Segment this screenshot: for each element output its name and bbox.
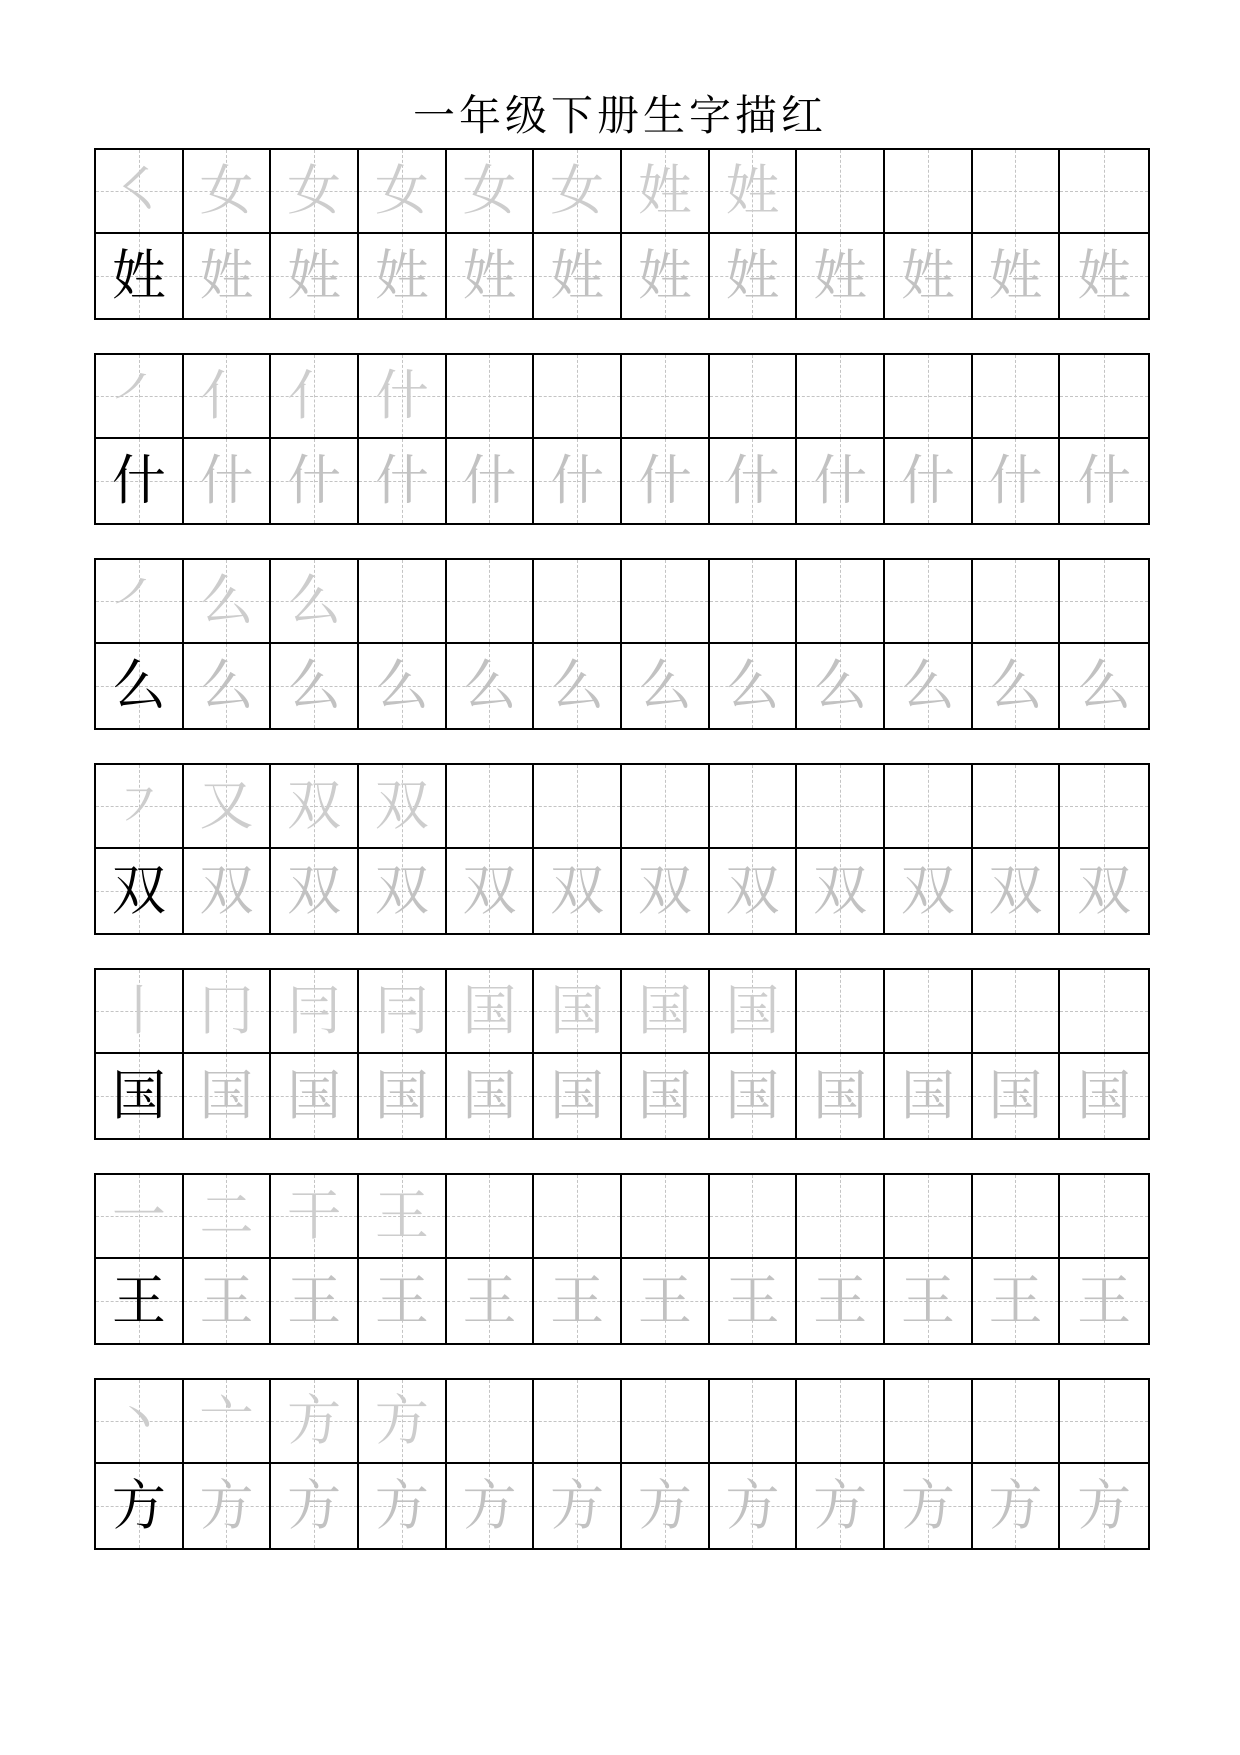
trace-char: 国 xyxy=(900,1064,955,1127)
practice-block xyxy=(94,353,1150,525)
stroke-order-cell xyxy=(96,1380,184,1464)
trace-cell xyxy=(359,234,447,318)
stroke-order-cell xyxy=(184,560,272,644)
stroke-order-cell xyxy=(534,970,622,1054)
stroke-step-glyph: 王 xyxy=(374,1184,429,1247)
stroke-order-cell xyxy=(885,765,973,849)
trace-cell xyxy=(973,1464,1061,1548)
trace-char: 姓 xyxy=(462,244,517,307)
trace-char: 王 xyxy=(550,1269,605,1332)
stroke-order-cell xyxy=(885,560,973,644)
trace-cell xyxy=(797,1464,885,1548)
stroke-order-cell xyxy=(534,560,622,644)
model-char-cell xyxy=(96,644,184,728)
stroke-order-cell xyxy=(271,355,359,439)
stroke-order-cell xyxy=(710,150,798,234)
stroke-order-cell xyxy=(447,560,535,644)
stroke-order-cell xyxy=(1060,1175,1148,1259)
model-char-cell xyxy=(96,1054,184,1138)
trace-char: 什 xyxy=(900,449,955,512)
practice-block xyxy=(94,558,1150,730)
stroke-step-glyph: 丶 xyxy=(111,1389,166,1452)
trace-cell xyxy=(710,439,798,523)
stroke-step-glyph: 二 xyxy=(199,1184,254,1247)
trace-cell xyxy=(271,849,359,933)
stroke-order-cell xyxy=(797,1380,885,1464)
trace-cell xyxy=(622,439,710,523)
trace-char: 姓 xyxy=(988,244,1043,307)
trace-char: 么 xyxy=(1077,654,1132,717)
trace-cell xyxy=(797,439,885,523)
stroke-order-cell xyxy=(885,1175,973,1259)
stroke-step-glyph: 国 xyxy=(550,979,605,1042)
stroke-order-cell xyxy=(622,1175,710,1259)
trace-cell xyxy=(1060,439,1148,523)
stroke-order-cell xyxy=(885,150,973,234)
stroke-order-cell xyxy=(622,560,710,644)
trace-char: 国 xyxy=(1077,1064,1132,1127)
trace-char: 国 xyxy=(374,1064,429,1127)
stroke-order-cell xyxy=(359,1175,447,1259)
trace-char: 什 xyxy=(637,449,692,512)
stroke-step-glyph: 女 xyxy=(199,159,254,222)
trace-cell xyxy=(534,1464,622,1548)
trace-cell xyxy=(447,439,535,523)
trace-cell xyxy=(534,644,622,728)
trace-cell xyxy=(534,1259,622,1343)
stroke-order-cell xyxy=(797,355,885,439)
trace-char: 么 xyxy=(813,654,868,717)
trace-char: 姓 xyxy=(900,244,955,307)
model-char-cell xyxy=(96,439,184,523)
stroke-order-cell xyxy=(797,1175,885,1259)
stroke-step-glyph: 么 xyxy=(287,569,342,632)
trace-cell xyxy=(359,849,447,933)
trace-cell xyxy=(271,1054,359,1138)
stroke-order-cell xyxy=(1060,1380,1148,1464)
model-char: 什 xyxy=(111,449,166,512)
stroke-step-glyph: 方 xyxy=(374,1389,429,1452)
trace-cell xyxy=(622,1054,710,1138)
trace-char: 王 xyxy=(725,1269,780,1332)
trace-cell xyxy=(885,644,973,728)
stroke-order-cell xyxy=(534,1380,622,1464)
trace-char: 姓 xyxy=(813,244,868,307)
stroke-order-cell xyxy=(622,1380,710,1464)
trace-char: 双 xyxy=(199,859,254,922)
trace-cell xyxy=(710,1464,798,1548)
trace-cell xyxy=(184,1464,272,1548)
stroke-order-cell xyxy=(447,970,535,1054)
trace-cell xyxy=(797,1054,885,1138)
trace-char: 什 xyxy=(374,449,429,512)
trace-char: 双 xyxy=(1077,859,1132,922)
stroke-order-cell xyxy=(96,150,184,234)
trace-char: 姓 xyxy=(637,244,692,307)
trace-char: 姓 xyxy=(1077,244,1132,307)
trace-char: 姓 xyxy=(725,244,780,307)
trace-char: 双 xyxy=(374,859,429,922)
trace-cell xyxy=(973,644,1061,728)
model-char: 姓 xyxy=(111,244,166,307)
trace-cell xyxy=(271,1259,359,1343)
stroke-order-cell xyxy=(447,1380,535,1464)
model-char: 王 xyxy=(111,1269,166,1332)
trace-cell xyxy=(1060,644,1148,728)
trace-char: 国 xyxy=(550,1064,605,1127)
trace-cell xyxy=(447,234,535,318)
stroke-order-cell xyxy=(359,355,447,439)
practice-block xyxy=(94,763,1150,935)
trace-cell xyxy=(622,234,710,318)
stroke-step-glyph: 亻 xyxy=(287,364,342,427)
trace-cell xyxy=(447,849,535,933)
trace-char: 国 xyxy=(637,1064,692,1127)
trace-cell xyxy=(1060,1259,1148,1343)
stroke-order-cell xyxy=(96,1175,184,1259)
model-char: 么 xyxy=(111,654,166,717)
practice-block xyxy=(94,148,1150,320)
trace-char: 方 xyxy=(550,1474,605,1537)
stroke-step-glyph: 一 xyxy=(111,1184,166,1247)
stroke-step-glyph: ㇛ xyxy=(111,159,166,222)
stroke-step-glyph: 国 xyxy=(725,979,780,1042)
trace-cell xyxy=(184,849,272,933)
trace-char: 王 xyxy=(900,1269,955,1332)
trace-cell xyxy=(973,439,1061,523)
trace-char: 姓 xyxy=(550,244,605,307)
stroke-order-cell xyxy=(359,560,447,644)
stroke-order-cell xyxy=(1060,355,1148,439)
stroke-order-cell xyxy=(271,560,359,644)
trace-char: 方 xyxy=(813,1474,868,1537)
stroke-order-cell xyxy=(184,150,272,234)
trace-cell xyxy=(885,1054,973,1138)
stroke-order-cell xyxy=(534,1175,622,1259)
stroke-step-glyph: ㇒ xyxy=(111,364,166,427)
stroke-step-glyph: 方 xyxy=(287,1389,342,1452)
trace-char: 方 xyxy=(462,1474,517,1537)
trace-char: 方 xyxy=(637,1474,692,1537)
stroke-step-glyph: 姓 xyxy=(725,159,780,222)
trace-char: 王 xyxy=(988,1269,1043,1332)
stroke-step-glyph: 国 xyxy=(637,979,692,1042)
trace-char: 国 xyxy=(287,1064,342,1127)
trace-cell xyxy=(710,849,798,933)
trace-char: 么 xyxy=(287,654,342,717)
trace-cell xyxy=(271,644,359,728)
trace-cell xyxy=(973,1259,1061,1343)
trace-char: 方 xyxy=(900,1474,955,1537)
trace-cell xyxy=(447,1259,535,1343)
stroke-order-cell xyxy=(96,355,184,439)
stroke-order-cell xyxy=(797,765,885,849)
page-title: 一年级下册生字描红 xyxy=(412,91,827,140)
trace-char: 国 xyxy=(199,1064,254,1127)
stroke-step-glyph: 什 xyxy=(374,364,429,427)
trace-char: 双 xyxy=(988,859,1043,922)
trace-cell xyxy=(359,644,447,728)
trace-char: 王 xyxy=(637,1269,692,1332)
trace-char: 王 xyxy=(462,1269,517,1332)
trace-cell xyxy=(973,1054,1061,1138)
stroke-order-cell xyxy=(534,765,622,849)
model-char: 方 xyxy=(111,1474,166,1537)
trace-cell xyxy=(359,439,447,523)
stroke-order-cell xyxy=(359,150,447,234)
stroke-order-cell xyxy=(973,1175,1061,1259)
trace-cell xyxy=(534,234,622,318)
trace-cell xyxy=(797,849,885,933)
trace-char: 国 xyxy=(813,1064,868,1127)
trace-char: 什 xyxy=(988,449,1043,512)
trace-cell xyxy=(447,644,535,728)
stroke-step-glyph: 丨 xyxy=(111,979,166,1042)
trace-char: 什 xyxy=(1077,449,1132,512)
stroke-order-cell xyxy=(447,150,535,234)
stroke-order-cell xyxy=(96,765,184,849)
trace-char: 姓 xyxy=(199,244,254,307)
trace-char: 方 xyxy=(199,1474,254,1537)
stroke-order-cell xyxy=(534,150,622,234)
stroke-step-glyph: 女 xyxy=(374,159,429,222)
stroke-order-cell xyxy=(184,970,272,1054)
model-char-cell xyxy=(96,849,184,933)
trace-char: 么 xyxy=(637,654,692,717)
stroke-step-glyph: 女 xyxy=(550,159,605,222)
trace-char: 什 xyxy=(199,449,254,512)
stroke-step-glyph: 国 xyxy=(462,979,517,1042)
stroke-step-glyph: 干 xyxy=(287,1184,342,1247)
stroke-step-glyph: 姓 xyxy=(637,159,692,222)
stroke-order-cell xyxy=(447,1175,535,1259)
trace-cell xyxy=(184,644,272,728)
trace-cell xyxy=(534,1054,622,1138)
trace-char: 王 xyxy=(1077,1269,1132,1332)
trace-cell xyxy=(271,234,359,318)
stroke-order-cell xyxy=(710,765,798,849)
stroke-step-glyph: 亠 xyxy=(199,1389,254,1452)
stroke-order-cell xyxy=(96,970,184,1054)
trace-cell xyxy=(359,1464,447,1548)
trace-cell xyxy=(534,849,622,933)
trace-cell xyxy=(622,849,710,933)
stroke-order-cell xyxy=(622,765,710,849)
trace-cell xyxy=(184,1259,272,1343)
model-char: 国 xyxy=(111,1064,166,1127)
trace-char: 么 xyxy=(462,654,517,717)
stroke-order-cell xyxy=(1060,150,1148,234)
trace-cell xyxy=(184,1054,272,1138)
stroke-order-cell xyxy=(271,150,359,234)
model-char-cell xyxy=(96,234,184,318)
trace-char: 王 xyxy=(287,1269,342,1332)
stroke-order-cell xyxy=(710,355,798,439)
trace-char: 双 xyxy=(813,859,868,922)
trace-cell xyxy=(184,234,272,318)
trace-char: 什 xyxy=(287,449,342,512)
trace-cell xyxy=(797,644,885,728)
stroke-order-cell xyxy=(710,970,798,1054)
stroke-order-cell xyxy=(271,1175,359,1259)
trace-char: 王 xyxy=(199,1269,254,1332)
trace-char: 国 xyxy=(462,1064,517,1127)
trace-char: 什 xyxy=(462,449,517,512)
trace-cell xyxy=(534,439,622,523)
stroke-order-cell xyxy=(271,765,359,849)
stroke-order-cell xyxy=(96,560,184,644)
stroke-order-cell xyxy=(184,355,272,439)
trace-char: 国 xyxy=(988,1064,1043,1127)
stroke-order-cell xyxy=(622,355,710,439)
trace-cell xyxy=(359,1054,447,1138)
practice-block xyxy=(94,968,1150,1140)
trace-char: 双 xyxy=(725,859,780,922)
trace-cell xyxy=(447,1464,535,1548)
stroke-order-cell xyxy=(534,355,622,439)
stroke-order-cell xyxy=(271,1380,359,1464)
stroke-step-glyph: 冃 xyxy=(287,979,342,1042)
trace-char: 么 xyxy=(900,654,955,717)
trace-char: 方 xyxy=(725,1474,780,1537)
trace-char: 么 xyxy=(988,654,1043,717)
trace-char: 姓 xyxy=(287,244,342,307)
trace-cell xyxy=(271,439,359,523)
trace-cell xyxy=(885,234,973,318)
stroke-step-glyph: ㇒ xyxy=(111,569,166,632)
trace-cell xyxy=(885,1464,973,1548)
trace-cell xyxy=(359,1259,447,1343)
stroke-order-cell xyxy=(1060,765,1148,849)
stroke-step-glyph: 又 xyxy=(199,774,254,837)
trace-char: 么 xyxy=(374,654,429,717)
trace-cell xyxy=(1060,234,1148,318)
stroke-step-glyph: ㇇ xyxy=(111,774,166,837)
trace-cell xyxy=(973,849,1061,933)
stroke-order-cell xyxy=(973,765,1061,849)
trace-cell xyxy=(1060,1054,1148,1138)
trace-cell xyxy=(622,644,710,728)
stroke-order-cell xyxy=(1060,560,1148,644)
stroke-order-cell xyxy=(973,355,1061,439)
stroke-order-cell xyxy=(797,560,885,644)
stroke-step-glyph: 冃 xyxy=(374,979,429,1042)
trace-cell xyxy=(885,439,973,523)
trace-cell xyxy=(885,849,973,933)
trace-cell xyxy=(973,234,1061,318)
stroke-order-cell xyxy=(184,765,272,849)
stroke-step-glyph: 么 xyxy=(199,569,254,632)
trace-cell xyxy=(710,1259,798,1343)
stroke-order-cell xyxy=(885,970,973,1054)
trace-char: 方 xyxy=(287,1474,342,1537)
trace-char: 姓 xyxy=(374,244,429,307)
trace-cell xyxy=(710,644,798,728)
model-char-cell xyxy=(96,1464,184,1548)
practice-block xyxy=(94,1173,1150,1345)
practice-block xyxy=(94,1378,1150,1550)
stroke-order-cell xyxy=(359,1380,447,1464)
trace-char: 么 xyxy=(550,654,605,717)
trace-cell xyxy=(710,1054,798,1138)
model-char-cell xyxy=(96,1259,184,1343)
trace-char: 双 xyxy=(462,859,517,922)
trace-cell xyxy=(622,1464,710,1548)
stroke-order-cell xyxy=(447,355,535,439)
stroke-order-cell xyxy=(359,765,447,849)
trace-char: 方 xyxy=(1077,1474,1132,1537)
stroke-order-cell xyxy=(1060,970,1148,1054)
stroke-order-cell xyxy=(973,1380,1061,1464)
trace-cell xyxy=(797,1259,885,1343)
stroke-order-cell xyxy=(885,355,973,439)
stroke-order-cell xyxy=(622,970,710,1054)
stroke-order-cell xyxy=(447,765,535,849)
stroke-order-cell xyxy=(973,560,1061,644)
trace-char: 双 xyxy=(637,859,692,922)
trace-cell xyxy=(184,439,272,523)
stroke-order-cell xyxy=(271,970,359,1054)
trace-char: 王 xyxy=(374,1269,429,1332)
trace-char: 么 xyxy=(725,654,780,717)
trace-cell xyxy=(885,1259,973,1343)
stroke-step-glyph: 女 xyxy=(287,159,342,222)
stroke-order-cell xyxy=(622,150,710,234)
stroke-step-glyph: 女 xyxy=(462,159,517,222)
trace-char: 方 xyxy=(374,1474,429,1537)
stroke-step-glyph: 亻 xyxy=(199,364,254,427)
stroke-order-cell xyxy=(885,1380,973,1464)
stroke-order-cell xyxy=(973,970,1061,1054)
trace-char: 国 xyxy=(725,1064,780,1127)
stroke-order-cell xyxy=(710,560,798,644)
trace-char: 什 xyxy=(725,449,780,512)
trace-char: 王 xyxy=(813,1269,868,1332)
trace-char: 么 xyxy=(199,654,254,717)
stroke-order-cell xyxy=(184,1380,272,1464)
stroke-order-cell xyxy=(359,970,447,1054)
stroke-order-cell xyxy=(710,1380,798,1464)
trace-cell xyxy=(1060,1464,1148,1548)
model-char: 双 xyxy=(111,859,166,922)
trace-char: 双 xyxy=(900,859,955,922)
trace-char: 双 xyxy=(550,859,605,922)
stroke-order-cell xyxy=(184,1175,272,1259)
trace-cell xyxy=(447,1054,535,1138)
stroke-step-glyph: 双 xyxy=(374,774,429,837)
stroke-step-glyph: 双 xyxy=(287,774,342,837)
trace-char: 双 xyxy=(287,859,342,922)
stroke-order-cell xyxy=(797,150,885,234)
stroke-step-glyph: 冂 xyxy=(199,979,254,1042)
trace-cell xyxy=(271,1464,359,1548)
trace-cell xyxy=(1060,849,1148,933)
stroke-order-cell xyxy=(973,150,1061,234)
trace-cell xyxy=(797,234,885,318)
stroke-order-cell xyxy=(710,1175,798,1259)
trace-cell xyxy=(622,1259,710,1343)
trace-char: 方 xyxy=(988,1474,1043,1537)
trace-char: 什 xyxy=(550,449,605,512)
stroke-order-cell xyxy=(797,970,885,1054)
trace-char: 什 xyxy=(813,449,868,512)
trace-cell xyxy=(710,234,798,318)
